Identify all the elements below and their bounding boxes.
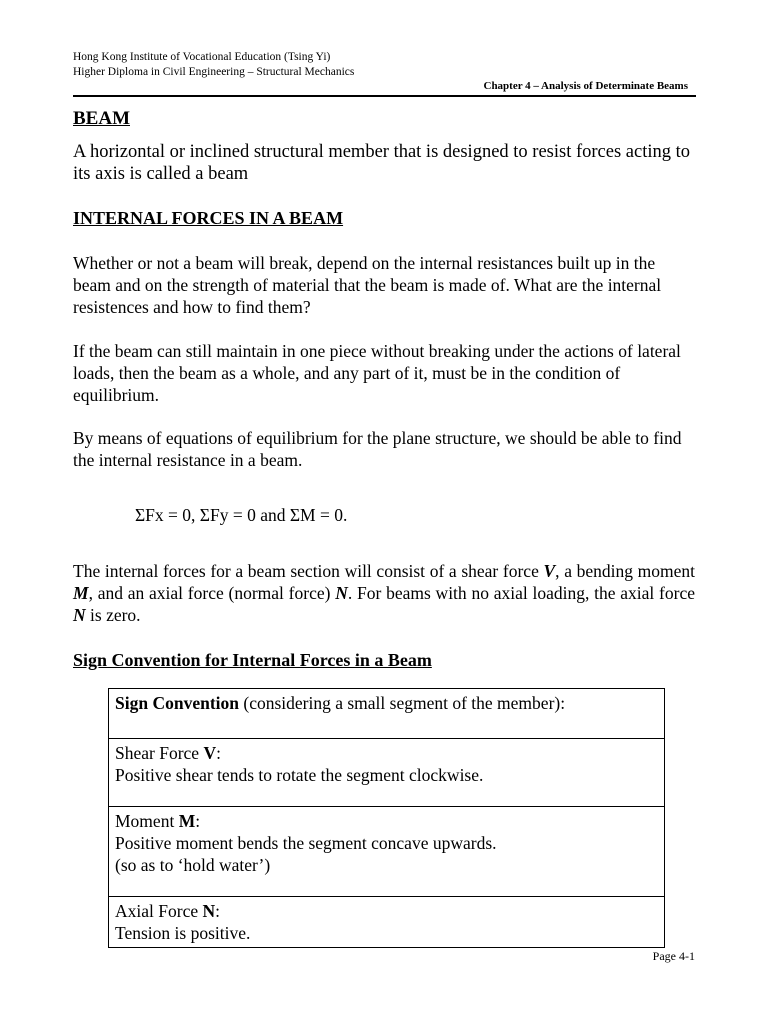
header-chapter: Chapter 4 – Analysis of Determinate Beams <box>483 80 688 92</box>
axial-force-label: Axial Force N: <box>115 901 220 921</box>
table-row-moment <box>109 807 665 897</box>
table-row-axial <box>109 897 665 948</box>
page-number: Page 4-1 <box>652 949 695 963</box>
header-institute: Hong Kong Institute of Vocational Education (Tsing Yi) <box>73 51 331 63</box>
axial-symbol: N <box>335 583 348 603</box>
table-row-shear <box>109 739 665 807</box>
shear-symbol: V <box>543 561 556 581</box>
moment-label: Moment M: <box>115 811 201 831</box>
equilibrium-equation: ΣFx = 0, ΣFy = 0 and ΣM = 0. <box>135 505 348 525</box>
axial-symbol-2: N <box>73 605 86 625</box>
paragraph-4: The internal forces for a beam section will consist of a shear force V, a bending moment M, and an axial force (normal force) N. For beams with no axial loading, the axial force N is zero. <box>73 561 695 625</box>
shear-force-text: Positive shear tends to rotate the segment clockwise. <box>115 765 484 785</box>
header-rule <box>73 95 696 97</box>
sign-convention-table <box>108 688 665 948</box>
header-program: Higher Diploma in Civil Engineering – Structural Mechanics <box>73 66 355 78</box>
internal-forces-heading: INTERNAL FORCES IN A BEAM <box>73 208 344 228</box>
table-title-rest: (considering a small segment of the member): <box>239 693 566 713</box>
moment-text-1: Positive moment bends the segment concave upwards. <box>115 833 497 853</box>
axial-force-text: Tension is positive. <box>115 923 251 943</box>
table-title-bold: Sign Convention <box>115 693 239 713</box>
paragraph-3: By means of equations of equilibrium for the plane structure, we should be able to find the internal resistance in a beam. <box>73 428 682 470</box>
shear-force-label: Shear Force V: <box>115 743 221 763</box>
moment-text-2: (so as to ‘hold water’) <box>115 855 271 875</box>
beam-definition: A horizontal or inclined structural member that is designed to resist forces acting to its axis is called a beam <box>73 142 691 184</box>
table-row-title <box>109 689 665 739</box>
moment-symbol: M <box>73 583 89 603</box>
paragraph-2: If the beam can still maintain in one piece without breaking under the actions of lateral loads, then the beam as a whole, and any part of it, must be in the condition of equilibrium. <box>73 341 681 405</box>
paragraph-1: Whether or not a beam will break, depend on the internal resistances built up in the beam and on the strength of material that the beam is made of. What are the internal resistences and how to find them? <box>73 253 662 317</box>
beam-heading: BEAM <box>73 108 130 129</box>
sign-convention-heading: Sign Convention for Internal Forces in a Beam <box>73 650 432 670</box>
